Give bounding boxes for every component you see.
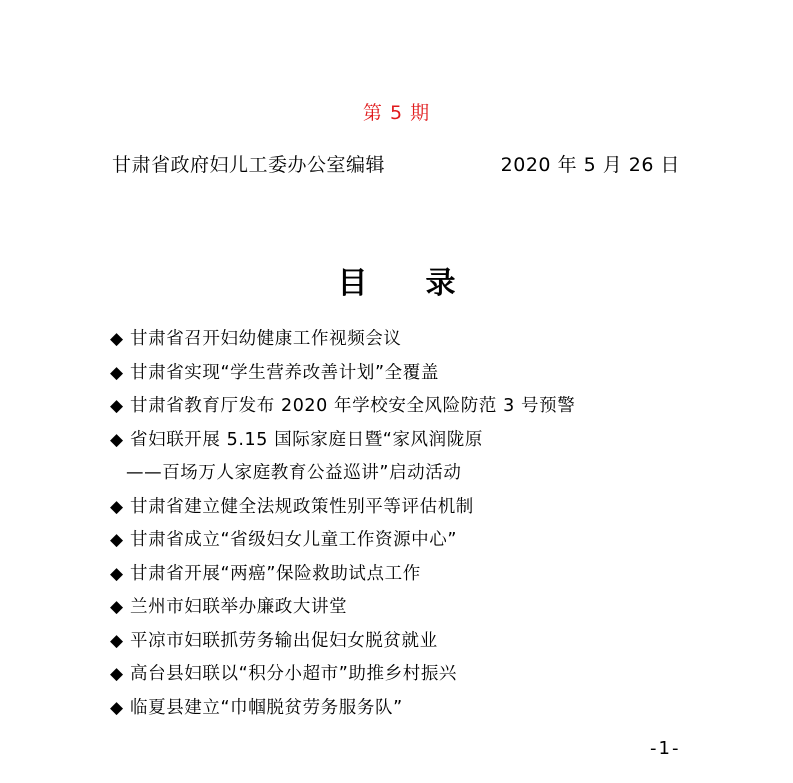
toc-item[interactable] <box>110 323 710 357</box>
toc-item[interactable] <box>110 591 710 625</box>
toc-item-label: 甘肃省成立“省级妇女儿童工作资源中心” <box>130 530 458 550</box>
diamond-bullet-icon: ◆ <box>110 630 124 651</box>
toc-item-label: 省妇联开展 5.15 国际家庭日暨“家风润陇原 <box>130 429 483 450</box>
toc-item[interactable] <box>110 390 710 424</box>
diamond-bullet-icon: ◆ <box>110 697 124 718</box>
toc-title-char-1: 目 <box>337 266 368 301</box>
toc-title-char-2: 录 <box>425 266 456 301</box>
toc-item-label: 平凉市妇联抓劳务输出促妇女脱贫就业 <box>130 630 438 651</box>
toc-item[interactable] <box>110 625 710 659</box>
masthead <box>112 150 680 178</box>
diamond-bullet-icon: ◆ <box>110 664 124 684</box>
toc-item[interactable] <box>110 357 710 391</box>
toc-item-continuation[interactable] <box>110 457 710 491</box>
toc-item-label: 甘肃省教育厅发布 2020 年学校安全风险防范 3 号预警 <box>130 396 576 416</box>
toc-item-label: 甘肃省召开妇幼健康工作视频会议 <box>130 329 402 349</box>
toc-item[interactable] <box>110 524 710 558</box>
diamond-bullet-icon: ◆ <box>110 396 124 416</box>
diamond-bullet-icon: ◆ <box>110 597 124 617</box>
diamond-bullet-icon: ◆ <box>110 496 124 517</box>
editor-name: 甘肃省政府妇儿工委办公室编辑 <box>112 154 386 176</box>
diamond-bullet-icon: ◆ <box>110 563 124 584</box>
toc-item-label: 甘肃省开展“两癌”保险救助试点工作 <box>130 563 421 584</box>
toc-item-label: 高台县妇联以“积分小超市”助推乡村振兴 <box>130 664 458 684</box>
issue-number: 第 5 期 <box>362 102 431 124</box>
toc-item-label: ——百场万人家庭教育公益巡讲”启动活动 <box>126 463 462 483</box>
toc-item[interactable] <box>110 692 710 726</box>
diamond-bullet-icon: ◆ <box>110 329 124 349</box>
toc-item-label: 甘肃省实现“学生营养改善计划”全覆盖 <box>130 362 439 383</box>
publish-date: 2020 年 5 月 26 日 <box>500 154 680 176</box>
toc-item[interactable] <box>110 658 710 692</box>
toc-item[interactable] <box>110 424 710 458</box>
toc-item[interactable] <box>110 558 710 592</box>
toc-title <box>0 258 793 302</box>
toc-list <box>110 323 710 725</box>
diamond-bullet-icon: ◆ <box>110 429 124 450</box>
toc-item-label: 甘肃省建立健全法规政策性别平等评估机制 <box>130 496 474 517</box>
diamond-bullet-icon: ◆ <box>110 362 124 383</box>
toc-item-label: 兰州市妇联举办廉政大讲堂 <box>130 597 348 617</box>
toc-item[interactable] <box>110 491 710 525</box>
page-number: -1- <box>650 738 681 759</box>
diamond-bullet-icon: ◆ <box>110 530 124 550</box>
toc-item-label: 临夏县建立“巾帼脱贫劳务服务队” <box>130 697 403 718</box>
